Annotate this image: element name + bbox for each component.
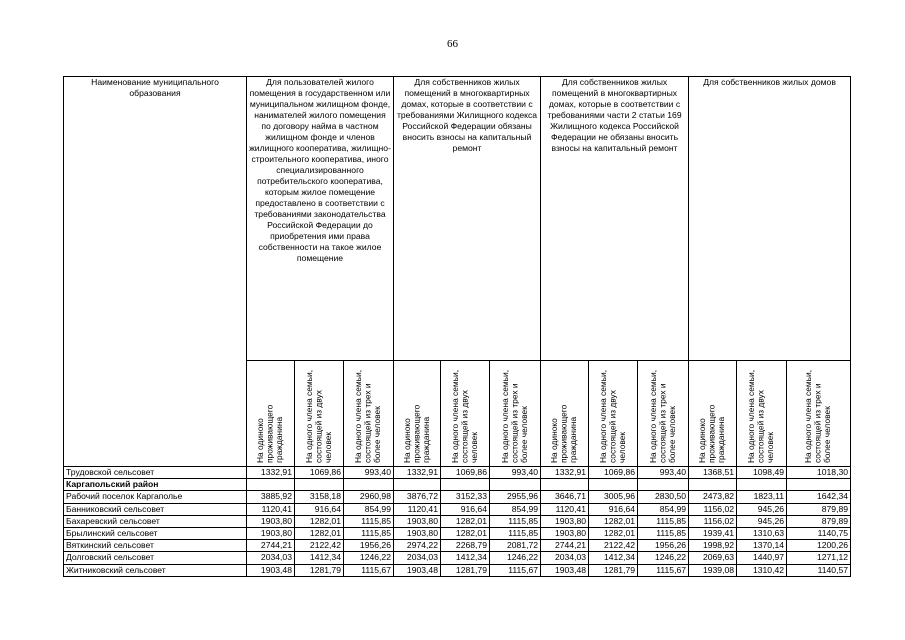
value-cell: 1140,57: [787, 564, 851, 576]
value-cell: [787, 479, 851, 491]
sub-header-cell: [689, 361, 737, 467]
value-cell: 945,26: [737, 515, 787, 527]
row-name: Бахаревский сельсовет: [64, 515, 247, 527]
value-cell: [247, 479, 295, 491]
value-cell: 1115,85: [490, 527, 541, 539]
value-cell: 1098,49: [737, 467, 787, 479]
value-cell: 2034,03: [247, 552, 295, 564]
value-cell: 993,40: [638, 467, 689, 479]
row-name: Вяткинский сельсовет: [64, 540, 247, 552]
value-cell: 1246,22: [344, 552, 394, 564]
value-cell: 2034,03: [541, 552, 589, 564]
row-name: Рабочий поселок Каргаполье: [64, 491, 247, 503]
value-cell: [737, 479, 787, 491]
column-group-owners-not-obliged: Для собственников жилых помещений в многоквартирных домах, которые в соответствии с требованиями части 2 статьи 169 Жилищного кодекса Российской Федерации не обязаны вносить взносы на капитальный ремонт: [541, 77, 689, 361]
value-cell: 1018,30: [787, 467, 851, 479]
row-name: Брылинский сельсовет: [64, 527, 247, 539]
value-cell: 1903,80: [247, 515, 295, 527]
sub-header-cell: [295, 361, 344, 467]
value-cell: 2268,79: [441, 540, 490, 552]
value-cell: 1956,26: [344, 540, 394, 552]
row-name: Долговский сельсовет: [64, 552, 247, 564]
value-cell: 2081,72: [490, 540, 541, 552]
sub-header-label: На одного члена семьи, состоящей из двух человек: [449, 369, 479, 463]
value-cell: 1281,79: [589, 564, 638, 576]
value-cell: [490, 479, 541, 491]
value-cell: 1281,79: [295, 564, 344, 576]
value-cell: 1115,67: [344, 564, 394, 576]
value-cell: 2955,96: [490, 491, 541, 503]
sub-header-cell: [638, 361, 689, 467]
sub-header-label: На одного члена семьи, состоящей из двух человек: [597, 369, 627, 463]
sub-header-cell: [541, 361, 589, 467]
value-cell: [589, 479, 638, 491]
value-cell: 1115,85: [344, 515, 394, 527]
value-cell: [689, 479, 737, 491]
value-cell: 1956,26: [638, 540, 689, 552]
value-cell: 1903,80: [394, 515, 441, 527]
value-cell: 1069,86: [589, 467, 638, 479]
table-row: [64, 515, 851, 527]
value-cell: 2034,03: [394, 552, 441, 564]
sub-header-label: На одного члена семьи, состоящей из двух человек: [746, 369, 776, 463]
value-cell: 1115,85: [490, 515, 541, 527]
value-cell: 1823,11: [737, 491, 787, 503]
value-cell: [541, 479, 589, 491]
column-header-name: Наименование муниципального образования: [64, 77, 247, 467]
value-cell: 1156,02: [689, 515, 737, 527]
table-row: [64, 552, 851, 564]
value-cell: 1069,86: [441, 467, 490, 479]
value-cell: [344, 479, 394, 491]
table-row: [64, 503, 851, 515]
value-cell: 993,40: [490, 467, 541, 479]
sub-header-label: На одного члена семьи, состоящей из трех и более человек: [803, 369, 833, 463]
value-cell: 3152,33: [441, 491, 490, 503]
sub-header-label: На одного члена семьи, состоящей из двух человек: [303, 369, 333, 463]
value-cell: 1903,80: [541, 527, 589, 539]
value-cell: 1120,41: [394, 503, 441, 515]
sub-header-label: На одного члена семьи, состоящей из трех и более человек: [353, 369, 383, 463]
value-cell: [638, 479, 689, 491]
value-cell: 1412,34: [441, 552, 490, 564]
value-cell: 1903,48: [541, 564, 589, 576]
header-row-groups: [64, 77, 851, 361]
tariff-table: [63, 76, 851, 577]
row-name: Каргапольский район: [64, 479, 247, 491]
sub-header-cell: [737, 361, 787, 467]
value-cell: 2744,21: [247, 540, 295, 552]
sub-header-cell: [589, 361, 638, 467]
value-cell: 916,64: [441, 503, 490, 515]
table-row: [64, 540, 851, 552]
row-name: Банниковский сельсовет: [64, 503, 247, 515]
value-cell: 1120,41: [541, 503, 589, 515]
row-name: Трудовской сельсовет: [64, 467, 247, 479]
value-cell: 2122,42: [295, 540, 344, 552]
value-cell: 854,99: [490, 503, 541, 515]
value-cell: 1115,67: [490, 564, 541, 576]
value-cell: 1140,75: [787, 527, 851, 539]
value-cell: 3885,92: [247, 491, 295, 503]
value-cell: 1200,26: [787, 540, 851, 552]
value-cell: 1903,80: [541, 515, 589, 527]
value-cell: 1903,48: [394, 564, 441, 576]
row-name: Житниковский сельсовет: [64, 564, 247, 576]
value-cell: 2974,22: [394, 540, 441, 552]
column-group-house-owners: Для собственников жилых домов: [689, 77, 851, 361]
sub-header-cell: [441, 361, 490, 467]
table-row: [64, 467, 851, 479]
value-cell: 1120,41: [247, 503, 295, 515]
value-cell: 1156,02: [689, 503, 737, 515]
value-cell: 1282,01: [295, 527, 344, 539]
table-row: [64, 527, 851, 539]
value-cell: 993,40: [344, 467, 394, 479]
value-cell: 916,64: [295, 503, 344, 515]
sub-header-cell: [787, 361, 851, 467]
value-cell: 879,89: [787, 503, 851, 515]
value-cell: 1310,63: [737, 527, 787, 539]
value-cell: 2473,82: [689, 491, 737, 503]
sub-header-cell: [247, 361, 295, 467]
value-cell: 3646,71: [541, 491, 589, 503]
value-cell: 854,99: [638, 503, 689, 515]
value-cell: 1903,48: [247, 564, 295, 576]
value-cell: 2830,50: [638, 491, 689, 503]
value-cell: 916,64: [589, 503, 638, 515]
value-cell: 1246,22: [638, 552, 689, 564]
value-cell: 2960,98: [344, 491, 394, 503]
value-cell: 1332,91: [394, 467, 441, 479]
value-cell: 1310,42: [737, 564, 787, 576]
sub-header-label: На одиноко проживающего гражданина: [697, 404, 727, 463]
value-cell: 1115,85: [638, 515, 689, 527]
value-cell: 3005,96: [589, 491, 638, 503]
value-cell: 1998,92: [689, 540, 737, 552]
column-group-users: Для пользователей жилого помещения в государственном или муниципальном жилищном фонде, нанимателей жилого помещения по договору найма в частном жилищном фонде и членов жилищного кооператива, жилищно-строительного кооператива, иного специализированного потребительского кооператива, которым жилое помещение предоставлено в соответствии с требованиями законодательства Российской Федерации до приобретения ими права собственности на такое жилое помещение: [247, 77, 394, 361]
sub-header-label: На одиноко проживающего гражданина: [401, 404, 431, 463]
value-cell: 1069,86: [295, 467, 344, 479]
value-cell: [295, 479, 344, 491]
value-cell: 2069,63: [689, 552, 737, 564]
value-cell: 854,99: [344, 503, 394, 515]
sub-header-cell: [394, 361, 441, 467]
value-cell: 2744,21: [541, 540, 589, 552]
value-cell: 1370,14: [737, 540, 787, 552]
value-cell: 1115,67: [638, 564, 689, 576]
value-cell: 3158,18: [295, 491, 344, 503]
value-cell: 1282,01: [441, 527, 490, 539]
table-body: [64, 467, 851, 577]
sub-header-label: На одного члена семьи, состоящей из трех и более человек: [499, 369, 529, 463]
column-group-owners-obliged: Для собственников жилых помещений в многоквартирных домах, которые в соответствии с требованиями Жилищного кодекса Российской Федерации обязаны вносить взносы на капитальный ремонт: [394, 77, 541, 361]
value-cell: 1281,79: [441, 564, 490, 576]
table-row: [64, 564, 851, 576]
value-cell: 2122,42: [589, 540, 638, 552]
value-cell: [394, 479, 441, 491]
value-cell: 3876,72: [394, 491, 441, 503]
table-row: [64, 491, 851, 503]
sub-header-label: На одиноко проживающего гражданина: [255, 404, 285, 463]
value-cell: 1412,34: [295, 552, 344, 564]
value-cell: 879,89: [787, 515, 851, 527]
value-cell: 1246,22: [490, 552, 541, 564]
value-cell: 1903,80: [247, 527, 295, 539]
sub-header-cell: [490, 361, 541, 467]
value-cell: 1939,41: [689, 527, 737, 539]
value-cell: 1115,85: [638, 527, 689, 539]
value-cell: 1332,91: [541, 467, 589, 479]
sub-header-label: На одиноко проживающего гражданина: [549, 404, 579, 463]
value-cell: 1271,12: [787, 552, 851, 564]
page-number: 66: [447, 38, 458, 50]
district-row: [64, 479, 851, 491]
value-cell: 945,26: [737, 503, 787, 515]
value-cell: 1642,34: [787, 491, 851, 503]
value-cell: [441, 479, 490, 491]
value-cell: 1903,80: [394, 527, 441, 539]
value-cell: 1282,01: [295, 515, 344, 527]
value-cell: 1115,85: [344, 527, 394, 539]
sub-header-label: На одного члена семьи, состоящей из трех и более человек: [647, 369, 677, 463]
value-cell: 1412,34: [589, 552, 638, 564]
value-cell: 1282,01: [589, 515, 638, 527]
sub-header-cell: [344, 361, 394, 467]
value-cell: 1282,01: [441, 515, 490, 527]
value-cell: 1440,97: [737, 552, 787, 564]
value-cell: 1939,08: [689, 564, 737, 576]
value-cell: 1282,01: [589, 527, 638, 539]
value-cell: 1332,91: [247, 467, 295, 479]
value-cell: 1368,51: [689, 467, 737, 479]
